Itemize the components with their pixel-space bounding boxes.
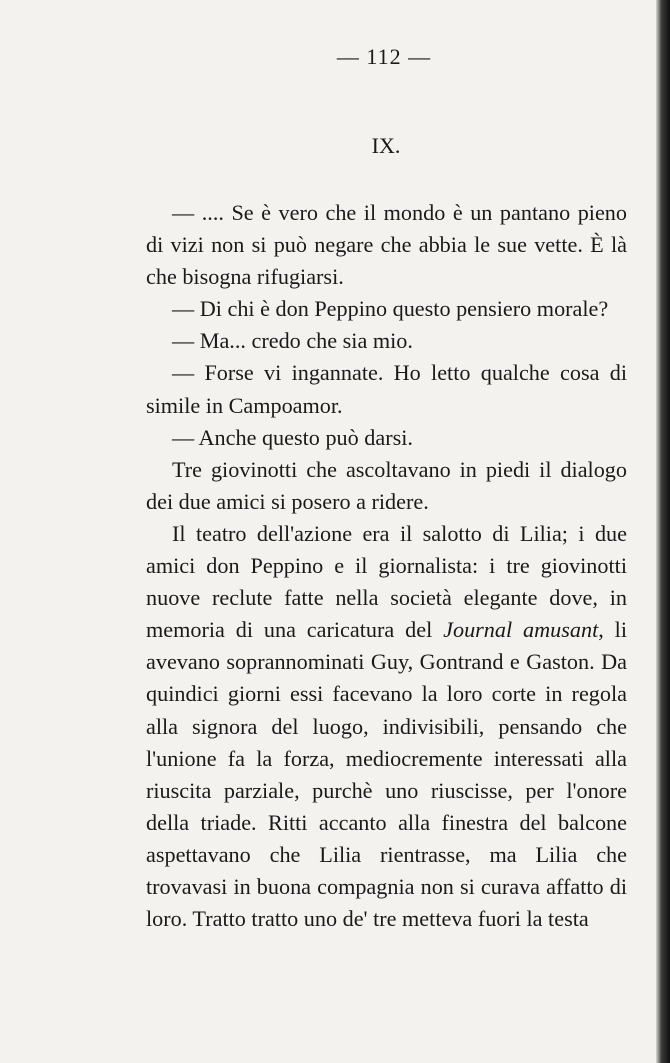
paragraph-7-before: Il teatro dell'azione era il salotto di Lilia; i due amici don Peppino e il giornalista: i tre giovinotti nuove reclute fatte nella società elegante dove, in memoria di una caricatura del	[146, 520, 627, 643]
paragraph-4: — Forse vi ingannate. Ho letto qualche cosa di simile in Campoamor.	[146, 360, 627, 418]
page-edge-shadow	[656, 0, 670, 1063]
journal-title: Journal amusant	[443, 617, 599, 643]
paragraph-2: — Di chi è don Peppino questo pensiero morale?	[172, 296, 609, 322]
page-number: — 112 —	[336, 44, 432, 69]
paragraph-6: Tre giovinotti che ascoltavano in piedi il dialogo dei due amici si posero a ridere.	[146, 456, 627, 514]
chapter-heading: IX.	[371, 133, 401, 158]
paragraph-7	[146, 518, 627, 935]
paragraph-3: — Ma... credo che sia mio.	[172, 328, 413, 354]
body-text	[146, 197, 627, 935]
paragraph-5: — Anche questo può darsi.	[172, 424, 413, 450]
paragraph-7-after: , li avevano soprannominati Guy, Gontrand e Gaston. Da quindici giorni essi facevano la loro corte in regola alla signora del luogo, indivisibili, pensando che l'unione fa la forza, mediocremente interessati alla riuscita parziale, purchè uno riuscisse, per l'onore della triade. Ritti accanto alla finestra del balcone aspettavano che Lilia rientrasse, ma Lilia che trovavasi in buona compagnia non si curava affatto di loro. Tratto tratto uno de' tre metteva fuori la testa	[146, 617, 627, 932]
paragraph-1: — .... Se è vero che il mondo è un pantano pieno di vizi non si può negare che abbia le sue vette. È là che bisogna rifugiarsi.	[146, 200, 627, 290]
